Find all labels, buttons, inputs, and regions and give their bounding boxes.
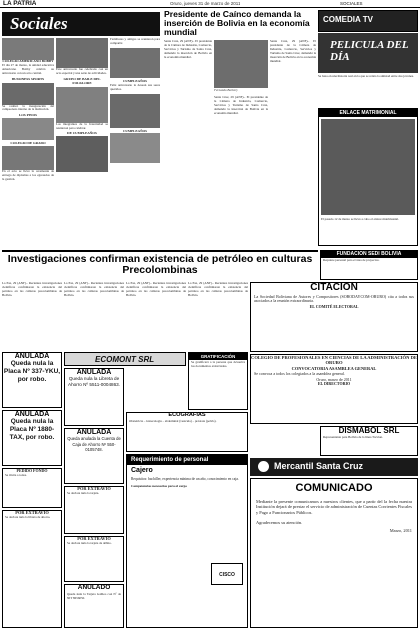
col1-heading-1: COLEGIO AMERICANO BOBBY (2, 59, 54, 63)
citacion-ad (250, 282, 418, 352)
photo-cumple-col2 (56, 136, 108, 172)
photo-col3-bottom (110, 133, 160, 163)
fundacion-title: FUNDACIÓN SEDI BOLIVIA (321, 251, 417, 258)
dismabol-ad (320, 426, 418, 456)
col3-text-1: Familiares y amigos se reunieron para compartir. (110, 38, 160, 45)
fundacion-body: Requiere personal para el área de proyectos. (323, 258, 380, 262)
article-caínco-col1: Santa Cruz, 29 (ANF).- El presidente de la Cámara de Industria, Comercio, Servicios y Turismo de Santa Cruz, demandó la inserción de Bolivia en la economía mundial. (164, 40, 212, 59)
comunicado-date: Marzo, 2011 (389, 528, 412, 534)
requer-job: Cajero (131, 467, 153, 474)
ad-extravio-mid-1-title: POR EXTRAVÍO (77, 486, 111, 491)
requer-title: Requerimiento de personal (127, 455, 247, 465)
ad-pedido-body: Se invita a todos. (5, 472, 27, 477)
pelicula-body: Se basa en una historia real en la que se relata la amistad entre dos jóvenes. (318, 75, 414, 78)
col3-text-2: Feliz aniversario le desean sus seres queridos. (110, 82, 160, 91)
photo-pinos (2, 118, 54, 140)
ad-extravio-left-body: Se declara nula la libreta de ahorro. (5, 514, 51, 519)
enlace-title: ENLACE MATRIMONIAL (319, 109, 417, 117)
colegio-ad (250, 354, 418, 424)
ad-extravio-mid-2-title: POR EXTRAVÍO (77, 536, 111, 541)
ad-anulado-mid-title: ANULADO (77, 584, 111, 591)
gratificacion-body: Se gratificará a la persona que devuelva los documentos extraviados. (191, 360, 245, 368)
photo-barbery (214, 40, 268, 88)
ad-extravio-left (2, 510, 62, 628)
page-header (0, 0, 420, 8)
pelicula-banner (318, 33, 418, 73)
gratificacion-title: GRATIFICACIÓN (189, 353, 247, 360)
ad-anulada-mid-1 (64, 368, 124, 426)
ad-anulada-1-body: Queda nula la Placa Nº 337-YKU, por robo. (3, 360, 61, 384)
col3-heading-2: CUMPLEAÑOS (122, 128, 148, 133)
colegio-body: Se convoca a todos los colegiados a la asamblea general. (254, 371, 345, 377)
colegio-sub: CONVOCATORIA ASAMBLEA GENERAL (291, 365, 377, 371)
col1-heading-4: COLEGIO DE GRADO (10, 141, 46, 146)
enlace-box (318, 108, 418, 246)
photo-americano (2, 38, 54, 60)
mercantil-logo-icon (258, 461, 269, 472)
fundacion-ad (320, 250, 418, 280)
mercantil-banner (250, 458, 418, 476)
ad-anulada-mid-2 (64, 428, 124, 484)
ad-extravio-mid-1-body: Se declara nula la tarjeta. (67, 490, 100, 495)
sociales-title: Sociales (10, 14, 68, 33)
enlace-caption: El pasado 12 de marzo se llevó a cabo el enlace matrimonial. (321, 217, 399, 221)
ad-pedido (2, 468, 62, 508)
ad-anulado-mid (64, 584, 124, 628)
ad-anulado-mid-body: Queda nula la Tarjeta Galileo con Nº de NIT 8656050. (67, 591, 121, 600)
ad-anulada-mid-2-title: ANULADA (76, 429, 112, 436)
social-column-2 (56, 38, 108, 248)
photo-col3-top (110, 48, 160, 78)
pelicula-title: PELICULA DEL DÍA (330, 39, 409, 63)
citacion-body: La Sociedad Boliviana de Autores y Compositores (SOBODAYCOM-ORURO) cita a todos sus asociados a la reunión extraordinaria. (254, 293, 414, 304)
requerimiento-ad (126, 454, 248, 628)
photo-caption: Fernando Barbery (214, 89, 238, 92)
dismabol-body: Representante para Bolivia de la línea Trevlon. (323, 435, 383, 440)
article-petroleo-col4: La Paz, 29 (ANF).- Recientes investigaciones científicas confirmaron la existencia del petróleo en las culturas precolombinas de Bolivia. (188, 282, 248, 297)
issue-date: Oruro, jueves 31 de marzo de 2011 (170, 1, 241, 6)
ad-anulada-2 (2, 410, 62, 466)
requer-body: Requisitos: bachiller, experiencia mínima de un año, conocimiento en caja. (131, 477, 239, 482)
ad-anulada-2-body: Queda nula la Placa Nº 1880-TAX, por robo. (9, 418, 55, 442)
col2-text-2: Los integrantes de la fraternidad se reunieron para celebrar. (56, 121, 108, 130)
tv-box (318, 10, 418, 32)
article-petroleo-col3: La Paz, 29 (ANF).- Recientes investigaciones científicas confirmaron la existencia del petróleo en las culturas precolombinas de Bolivia. (126, 282, 186, 297)
photo-sports (2, 83, 54, 105)
col1-text-1: El día 27 de marzo, la unidad educativa Americano Bobby celebró su aniversario con un acto central. (2, 62, 54, 75)
colegio-sign: EL DIRECTORIO (317, 380, 351, 386)
ad-anulada-mid-1-title: ANULADA (76, 369, 112, 376)
ecomont-ad (64, 352, 186, 366)
photo-col2-top (56, 38, 108, 68)
colegio-place: Oruro, marzo de 2011 (316, 376, 352, 382)
requer-comp-title: Competencias necesarias para el cargo (131, 483, 187, 488)
article-caínco-col3: Santa Cruz, 29 (ANF).- El presidente de la Cámara de Industria, Comercio, Servicios y Turismo de Santa Cruz, demandó la inserción de Bolivia en la economía mundial. (270, 40, 316, 63)
ad-anulada-2-title: ANULADA (14, 411, 50, 418)
col2-heading-1: GRUPO DE BAILE DEL FOLKLORE (63, 76, 101, 85)
gratificacion-ad (188, 352, 248, 410)
ad-anulada-1 (2, 352, 62, 408)
col1-heading-2: BUSSINESS SPORTS (11, 76, 45, 81)
comunicado-body: Mediante la presente comunicamos a nuestros clientes, que a partir del la fecha nuestra Institución dejará de prestar el servicio de administración de Cuentas Corrientes Fiscales y Pago a Funcionarios Públicos. (256, 498, 412, 515)
ad-anulada-1-title: ANULADA (14, 353, 50, 360)
col2-heading-2: DE CUMPLEAÑOS (67, 131, 97, 136)
headline-caínco: Presidente de Caínco demanda la inserción de Bolivia en la economía mundial (164, 10, 310, 36)
col1-text-3: En el acto se llevó la ceremonia de entrega de diplomas a los egresados de la gestión. (2, 169, 54, 181)
col1-text-2: Se realizó la inauguración del campeonato interno de la institución. (2, 103, 54, 112)
headline-petroleo: Investigaciones confirman existencia de petróleo en culturas Precolombinas (2, 250, 318, 278)
enlace-photo (321, 119, 415, 215)
col1-heading-3: LOS PINOS (19, 113, 37, 118)
col3-heading-1: CUMPLEAÑOS (122, 78, 148, 83)
photo-folklore (56, 87, 108, 123)
ad-extravio-mid-2-body: Se declara nula la tarjeta de débito. (67, 540, 112, 545)
ecografias-title: ECOGRAFIAS (168, 412, 206, 418)
cisco-logo: CISCO (211, 563, 243, 585)
newspaper-logo: LA PATRIA (3, 0, 37, 7)
article-petroleo-col2: La Paz, 29 (ANF).- Recientes investigaciones científicas confirmaron la existencia del petróleo en las culturas precolombinas de Bolivia. (64, 282, 124, 297)
social-column-3 (110, 38, 160, 248)
ad-anulada-mid-2-body: Queda anulada la Cuenta de Caja de Ahorro Nº 550-0105748. (67, 436, 121, 452)
ad-extravio-left-title: POR EXTRAVÍO (15, 510, 49, 515)
ecografias-ad (126, 412, 248, 452)
tv-label: COMEDIA TV (323, 15, 373, 24)
ad-anulada-mid-1-body: Queda nula la Libreta de Ahorro Nº 5511-0004863. (68, 376, 120, 387)
photo-grado (2, 146, 54, 170)
comunicado-ad (250, 478, 418, 628)
colegio-title: COLEGIO DE PROFESIONALES EN CIENCIAS DE LA ADMINISTRACIÓN DE ORURO (251, 355, 417, 366)
sociales-banner (2, 12, 160, 36)
mercantil-name: Mercantil Santa Cruz (274, 461, 364, 471)
article-caínco-col2: Santa Cruz, 29 (ANF).- El presidente de la Cámara de Industria, Comercio, Servicios y Turismo de Santa Cruz, demandó la inserción de Bolivia en la economía mundial. (214, 96, 268, 115)
col2-text-1: Este aniversario fue celebrado con un acto especial y una serie de actividades. (56, 67, 108, 75)
social-column-1 (2, 38, 54, 248)
article-petroleo-col1: La Paz, 29 (ANF).- Recientes investigaciones científicas confirmaron la existencia del petróleo en las culturas precolombinas de Bolivia. (2, 282, 62, 297)
dismabol-title: DISMABOL SRL (338, 426, 400, 435)
ad-extravio-mid-1 (64, 486, 124, 534)
ad-pedido-title: PEDIDO FONDO (16, 468, 48, 473)
comunicado-title: COMUNICADO (295, 482, 373, 494)
ecomont-name: ECOMONT SRL (95, 355, 155, 364)
section-name: SOCIALES (340, 1, 363, 6)
comunicado-closing: Agradecemos su atención. (256, 520, 303, 526)
photo-col3-mid (110, 94, 160, 128)
citacion-sign: EL COMITÉ ELECTORAL (309, 304, 359, 310)
ecografias-body: Obstetricia – Ginecología – abdominal (vesícula) – próstata (pelvis). (129, 418, 217, 423)
citacion-title: CITACIÓN (310, 282, 358, 293)
ad-extravio-mid-2 (64, 536, 124, 582)
